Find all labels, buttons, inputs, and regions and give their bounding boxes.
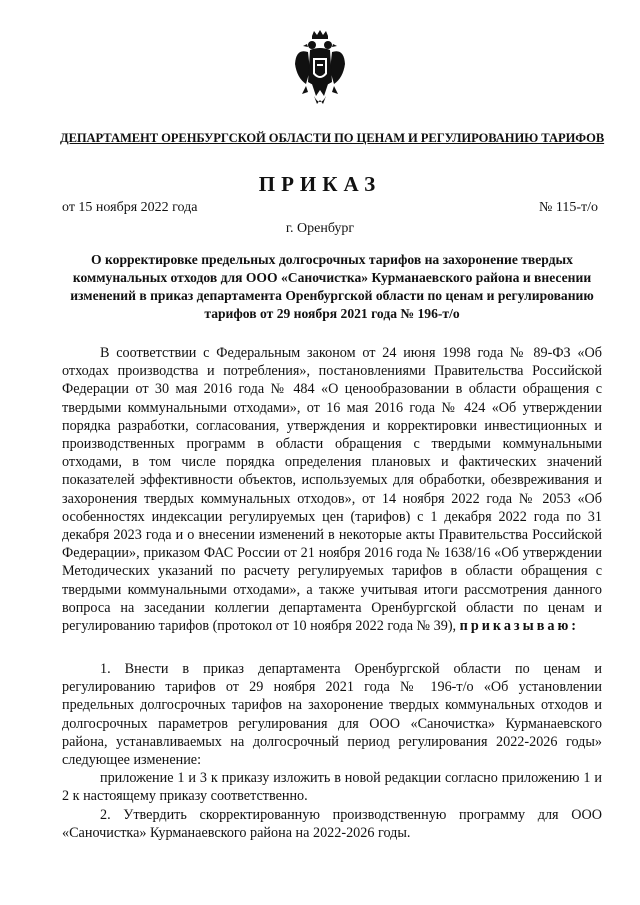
order-city: г. Оренбург [285, 221, 355, 236]
department-name: ДЕПАРТАМЕНТ ОРЕНБУРГСКОЙ ОБЛАСТИ ПО ЦЕНАМ И РЕГУЛИРОВАНИЮ ТАРИФОВ [60, 131, 605, 145]
order-number: № 115-т/о [538, 200, 598, 215]
item-2-paragraph: 2. Утвердить скорректированную производственную программу для ООО «Саночистка» Курманаевского района на 2022-2026 годы. [62, 807, 602, 842]
coat-of-arms-emblem-icon [294, 30, 346, 110]
item-1-subparagraph: приложение 1 и 3 к приказу изложить в новой редакции согласно приложению 1 и 2 к настоящему приказу соответственно. [62, 770, 602, 805]
document-title: ПРИКАЗ [258, 172, 382, 196]
preamble-paragraph [62, 344, 602, 635]
preamble-text: В соответствии с Федеральным законом от 24 июня 1998 года № 89-ФЗ «Об отходах производства и потребления», постановлениями Правительства Российской Федерации от 30 мая 2016 года № 484 «О ценообразовании в области обращения с твердыми коммунальными отходами», от 16 мая 2016 года № 424 «Об утверждении порядка разработки, согласования, утверждения и корректировки инвестиционных и производственных программ в области обращения с твердыми коммунальными отходами, в том числе порядка определения плановых и фактических значений показателей эффективности объектов, используемых для обработки, обезвреживания и захоронения твердых коммунальных отходов», от 14 ноября 2022 года № 2053 «Об особенностях индексации регулируемых цен (тарифов) с 1 декабря 2022 года по 31 декабря 2023 года и о внесении изменений в некоторые акты Правительства Российской Федерации», приказом ФАС России от 21 ноября 2016 года № 1638/16 «Об утверждении Методических указаний по расчету регулируемых тарифов в области обращения с твердыми коммунальными отходами», а также учитывая итоги рассмотрения данного вопроса на заседании коллегии департамента Оренбургской области по ценам и регулированию тарифов (протокол от 10 ноября 2022 года № 39), [62, 345, 602, 635]
order-subject: О корректировке предельных долгосрочных тарифов на захоронение твердых коммунальных отходов для ООО «Саночистка» Курманаевского района и внесении изменений в приказ департамента Оренбургской области по ценам и регулированию тарифов от 29 ноября 2021 года № 196-т/о [70, 252, 594, 321]
order-word: приказываю: [459, 618, 580, 635]
item-1-paragraph: 1. Внести в приказ департамента Оренбургской области по ценам и регулированию тарифов от 29 ноября 2021 года № 196-т/о «Об установлении предельных долгосрочных тарифов на захоронение твердых коммунальных отходов и долгосрочных параметров регулирования для ООО «Саночистка» Курманаевского района, устанавливаемых на долгосрочный период регулирования 2022-2026 годы» следующее изменение: [62, 661, 602, 769]
order-date: от 15 ноября 2022 года [62, 200, 198, 215]
